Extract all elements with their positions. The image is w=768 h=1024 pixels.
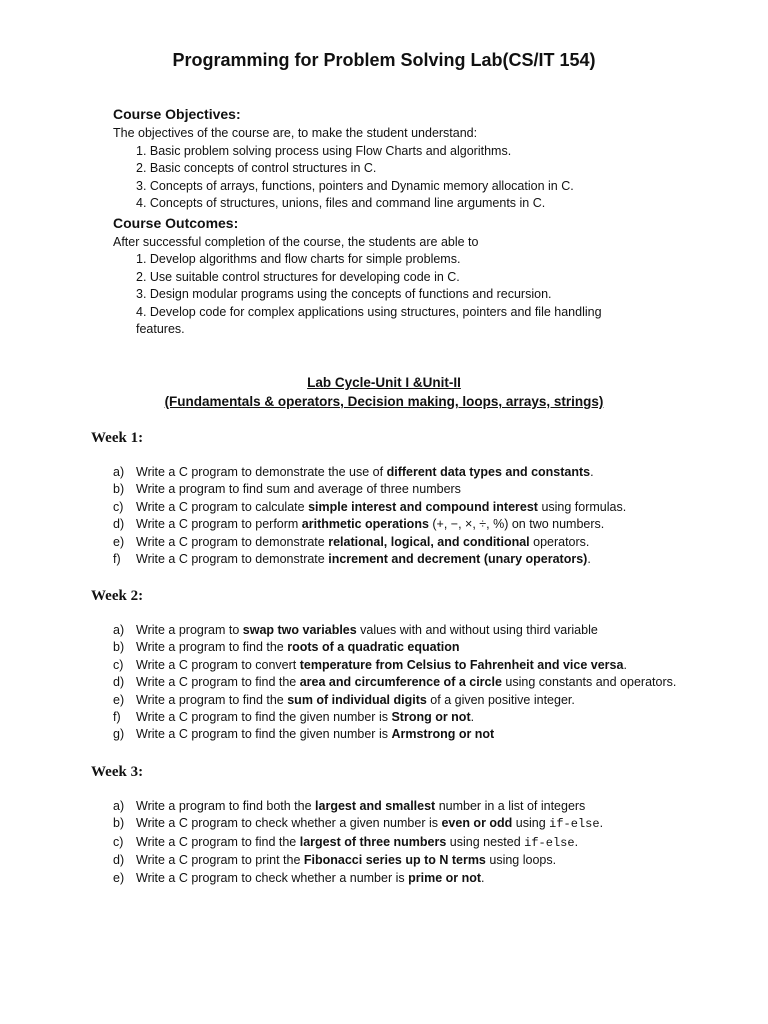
task-emphasis: sum of individual digits [287,692,427,707]
task-text: operators. [529,534,590,549]
task-emphasis: swap two variables [242,623,357,637]
outcome-item: 3. Design modular programs using the concepts of functions and recursion. [136,287,552,301]
task-item [113,622,713,639]
task-item [113,852,713,869]
task-item [113,534,713,551]
task-text: Write a program to find sum and average of three numbers [136,482,461,497]
task-text: Write a C program to demonstrate [136,552,329,567]
outcome-item: 2. Use suitable control structures for developing code in C. [136,269,460,284]
task-text: (+, −, ×, ÷, %) on two numbers. [428,517,605,532]
task-emphasis: simple interest and compound interest [308,499,538,514]
task-item [113,516,713,533]
outcomes-heading: Course Outcomes: [113,214,239,231]
task-item [113,657,713,674]
task-code: if-else [524,835,575,850]
outcomes-intro: After successful completion of the course, the students are able to [113,234,479,249]
lab-cycle-heading: Lab Cycle-Unit I &Unit-II [307,375,461,390]
outcome-item-continuation: features. [136,322,185,336]
task-item [113,499,713,516]
outcome-item: 4. Develop code for complex applications using structures, pointers and file handling [136,304,602,319]
task-item [113,709,713,726]
task-emphasis: prime or not [408,870,482,885]
week-2-list [113,622,713,744]
task-text: number in a list of integers [435,799,586,813]
task-text: using [512,816,550,831]
task-letter: c) [113,657,124,672]
task-text: Write a C program to demonstrate [136,534,329,549]
task-text: using constants and operators. [501,675,677,690]
task-item [113,834,713,852]
task-letter: a) [113,623,125,637]
task-letter: b) [113,482,125,497]
task-emphasis: largest and smallest [315,799,436,813]
task-emphasis: temperature from Celsius to Fahrenheit and vice versa [299,657,624,672]
task-item [113,464,713,481]
task-letter: e) [113,870,125,885]
task-text: Write a C program to perform [136,517,302,532]
objectives-heading: Course Objectives: [113,106,241,122]
document-title: Programming for Problem Solving Lab(CS/IT 154) [172,50,596,70]
task-text: Write a C program to find the [136,675,300,690]
lab-cycle-subheading: (Fundamentals & operators, Decision making, loops, arrays, strings) [164,394,604,409]
task-text: Write a C program to check whether a number is [136,870,409,885]
task-emphasis: roots of a quadratic equation [287,640,460,655]
task-letter: c) [113,499,124,514]
objective-item: 3. Concepts of arrays, functions, pointers and Dynamic memory allocation in C. [136,178,574,193]
task-item [113,815,713,833]
task-item [113,726,713,743]
task-letter: a) [113,465,125,479]
task-text: . [574,834,579,849]
task-text: Write a C program to calculate [136,499,309,514]
task-text: Write a C program to find the given number is [136,727,392,742]
task-emphasis: arithmetic operations [301,517,429,532]
task-item [113,551,713,568]
task-emphasis: relational, logical, and conditional [328,534,530,549]
outcomes-list [113,251,673,339]
task-text: . [587,552,591,567]
task-text: using loops. [485,853,557,868]
task-text: . [599,816,604,831]
task-letter: a) [113,799,125,813]
task-emphasis: area and circumference of a circle [299,675,502,690]
task-letter: b) [113,640,125,655]
week-1-list [113,464,713,568]
objective-item: 4. Concepts of structures, unions, files and command line arguments in C. [136,196,546,210]
task-text: . [470,710,475,725]
task-text: values with and without using third variable [356,623,598,637]
objective-item: 2. Basic concepts of control structures in C. [136,161,377,175]
task-emphasis: increment and decrement (unary operators) [328,552,588,567]
task-text: Write a program to find the [136,692,288,707]
task-text: using nested [446,834,525,849]
task-letter: d) [113,853,125,868]
task-text: Write a C program to check whether a given number is [136,816,442,831]
task-text: Write a C program to convert [136,657,300,672]
task-letter: e) [113,534,125,549]
task-text: Write a program to find both the [136,799,316,813]
task-letter: d) [113,517,125,532]
task-item [113,870,713,887]
task-emphasis: Fibonacci series up to N terms [303,853,486,868]
task-text: Write a C program to find the given number is [136,710,392,725]
week-2-title: Week 2: [91,588,144,604]
objectives-intro: The objectives of the course are, to make the student understand: [113,126,478,140]
objective-item: 1. Basic problem solving process using Flow Charts and algorithms. [136,143,512,158]
task-letter: b) [113,816,125,831]
task-text: . [481,870,485,885]
task-text: . [623,657,627,672]
task-text: Write a program to find the [136,640,288,655]
task-text: Write a C program to find the [136,834,300,849]
task-text: Write a program to [136,623,243,637]
task-letter: d) [113,675,125,690]
course-info-section [113,104,673,339]
task-letter: c) [113,834,124,849]
week-3-title: Week 3: [91,764,144,780]
task-letter: f) [113,710,121,725]
task-code: if-else [549,817,600,832]
task-text: Write a C program to demonstrate the use of [136,465,387,479]
task-item [113,639,713,656]
task-text: Write a C program to print the [136,853,304,868]
task-item [113,481,713,498]
task-letter: e) [113,692,125,707]
week-3-list [113,798,713,887]
task-item [113,674,713,691]
task-text: . [590,465,594,479]
task-emphasis: Strong or not [391,710,471,725]
task-emphasis: even or odd [441,816,513,831]
task-item [113,798,713,815]
task-text: using formulas. [537,499,627,514]
task-emphasis: Armstrong or not [391,727,495,742]
task-text: of a given positive integer. [426,692,575,707]
task-letter: f) [113,552,121,567]
objectives-list [113,143,673,213]
task-emphasis: different data types and constants [386,465,591,479]
outcome-item: 1. Develop algorithms and flow charts for simple problems. [136,252,461,266]
task-item [113,692,713,709]
week-1-title: Week 1: [91,430,144,446]
task-letter: g) [113,727,125,742]
task-emphasis: largest of three numbers [299,834,447,849]
